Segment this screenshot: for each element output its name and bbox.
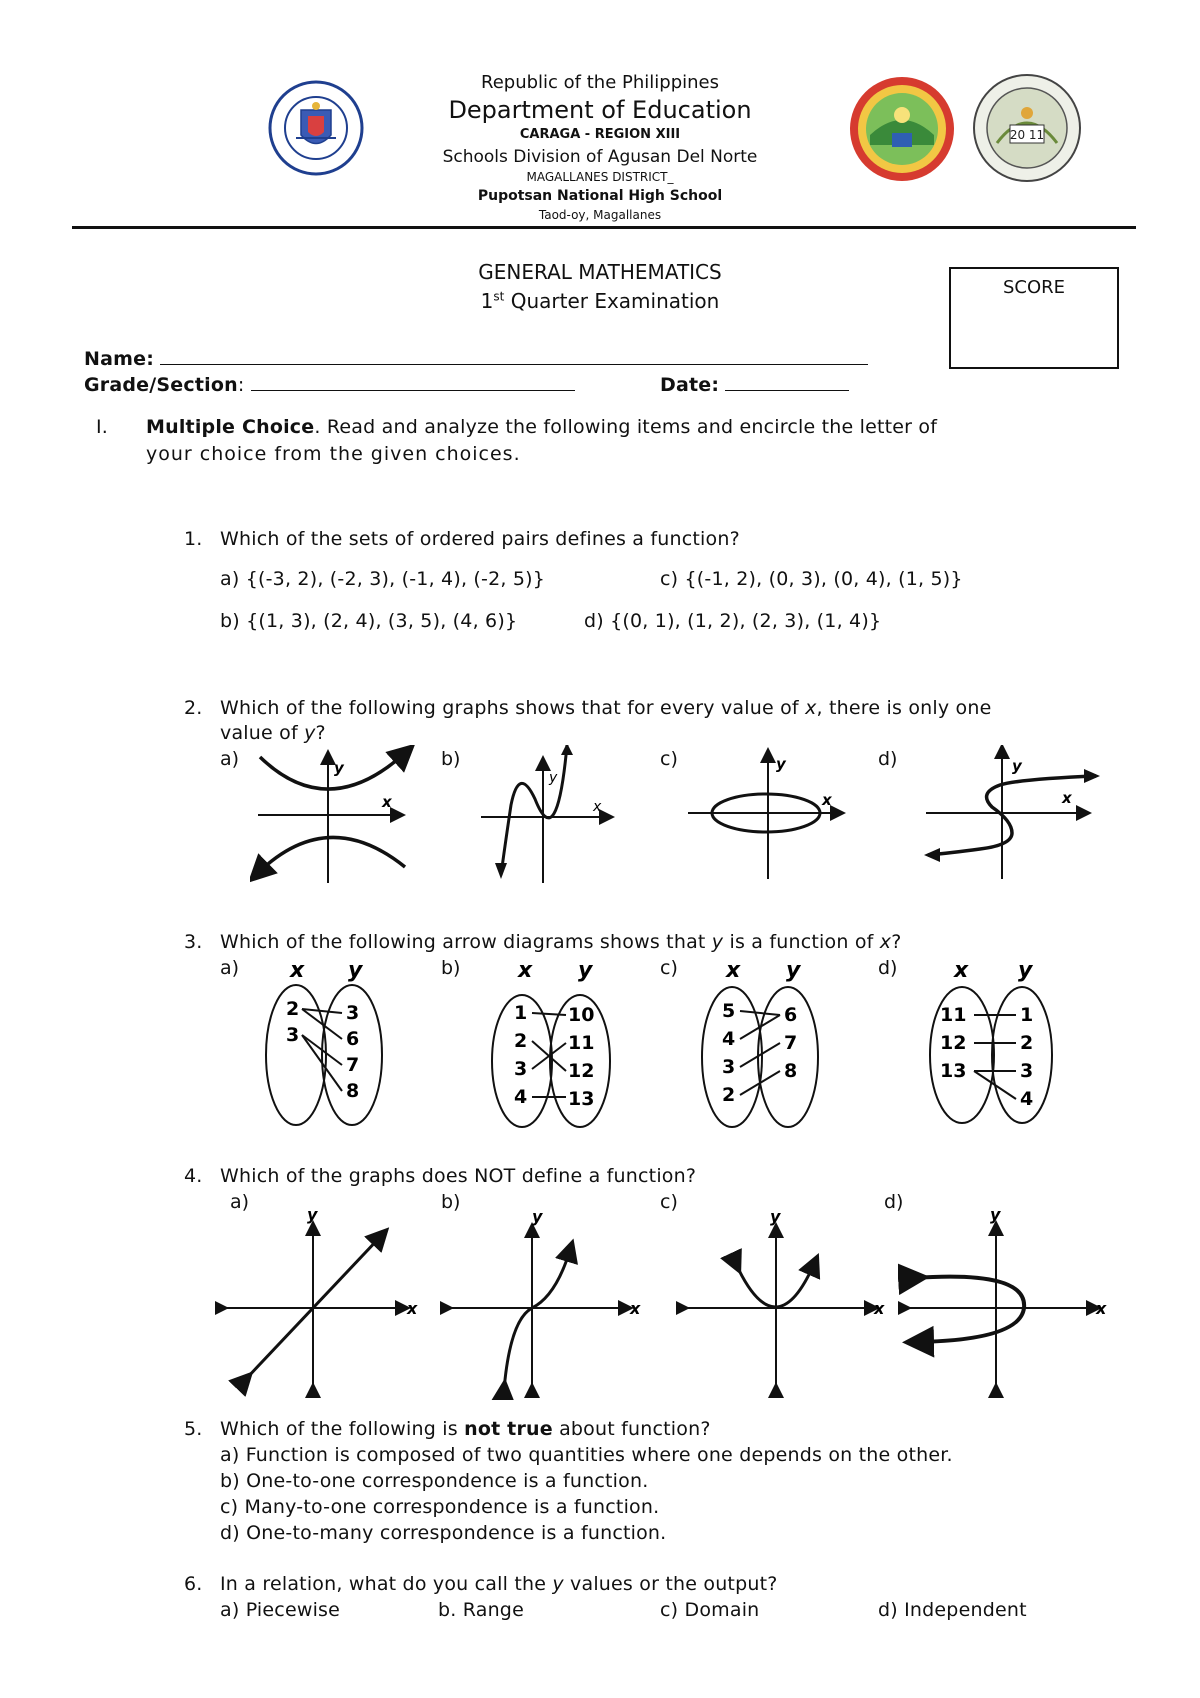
q4d-curve bbox=[914, 1277, 1024, 1342]
q6-number: 6. bbox=[184, 1573, 203, 1595]
name-label: Name: bbox=[84, 348, 155, 370]
q3-text-c: ? bbox=[891, 931, 902, 953]
q3c-x-3: 2 bbox=[722, 1084, 736, 1106]
header-divider bbox=[72, 226, 1136, 229]
q3b-x-1: 2 bbox=[514, 1030, 528, 1052]
q3a-x-header: x bbox=[290, 958, 305, 983]
q5-choice-d[interactable]: d) One-to-many correspondence is a function. bbox=[220, 1522, 667, 1544]
q3c-x-header: x bbox=[726, 958, 741, 983]
score-label: SCORE bbox=[1002, 277, 1066, 298]
q3-option-b[interactable]: b) bbox=[441, 957, 461, 979]
q2d-arrowhead-left bbox=[924, 848, 940, 862]
q2-text-d: ? bbox=[315, 722, 326, 744]
q3b-x-header: x bbox=[518, 958, 533, 983]
q6-choice-b[interactable]: b. Range bbox=[438, 1599, 524, 1621]
q3d-y-0: 1 bbox=[1020, 1004, 1034, 1026]
region-text: CARAGA - REGION XIII bbox=[519, 127, 681, 142]
q3d-x-1: 12 bbox=[940, 1032, 967, 1054]
q3-diagram-a[interactable] bbox=[260, 955, 390, 1130]
q3b-y-3: 13 bbox=[568, 1088, 595, 1110]
q1-choice-a[interactable]: a) {(-3, 2), (-2, 3), (-1, 4), (-2, 5)} bbox=[220, 568, 546, 590]
q2a-lower-curve bbox=[258, 837, 405, 873]
q3c-y-header: y bbox=[786, 958, 801, 983]
q2-var-x: x bbox=[805, 697, 817, 719]
q3b-x-2: 3 bbox=[514, 1058, 528, 1080]
quarter-number: 1 bbox=[480, 289, 494, 313]
q2-graph-d[interactable] bbox=[920, 745, 1100, 885]
q4-number: 4. bbox=[184, 1165, 203, 1187]
q3c-y-1: 7 bbox=[784, 1032, 798, 1054]
instructions-title: Multiple Choice bbox=[146, 416, 315, 438]
q5-text bbox=[220, 1418, 711, 1440]
q2-text-a: Which of the following graphs shows that for every value of bbox=[220, 697, 806, 719]
q3c-x-1: 4 bbox=[722, 1028, 736, 1050]
q3c-x-0: 5 bbox=[722, 1000, 736, 1022]
q2-option-b[interactable]: b) bbox=[441, 748, 461, 770]
q2d-x-label: x bbox=[1062, 789, 1072, 807]
q4-graph-a[interactable] bbox=[215, 1200, 425, 1400]
q2a-upper-curve bbox=[260, 753, 405, 789]
q3-number: 3. bbox=[184, 931, 203, 953]
date-label: Date: bbox=[660, 374, 720, 396]
q2-text-line2 bbox=[220, 722, 326, 744]
q4d-y-label: y bbox=[990, 1205, 1001, 1224]
q3b-y-2: 12 bbox=[568, 1060, 595, 1082]
q4-option-c[interactable]: c) bbox=[660, 1191, 678, 1213]
q3b-arrows bbox=[532, 1013, 566, 1097]
q5-choice-c[interactable]: c) Many-to-one correspondence is a function. bbox=[220, 1496, 660, 1518]
instructions-line2: your choice from the given choices. bbox=[146, 443, 521, 465]
deped-seal-logo bbox=[268, 80, 364, 176]
q5-text-a: Which of the following is bbox=[220, 1418, 465, 1440]
q4d-x-label: x bbox=[1096, 1299, 1107, 1318]
q3d-y-1: 2 bbox=[1020, 1032, 1034, 1054]
grade-row bbox=[84, 372, 575, 396]
q2d-arrowhead-right bbox=[1084, 769, 1100, 783]
date-field[interactable] bbox=[725, 372, 849, 391]
q3c-y-2: 8 bbox=[784, 1060, 798, 1082]
q4c-x-label: x bbox=[874, 1299, 885, 1318]
q5-text-b: about function? bbox=[552, 1418, 711, 1440]
q3-var-x: x bbox=[879, 931, 892, 953]
q2-text-b: , there is only one bbox=[816, 697, 992, 719]
q1-choice-b[interactable]: b) {(1, 3), (2, 4), (3, 5), (4, 6)} bbox=[220, 610, 518, 632]
q2-option-c[interactable]: c) bbox=[660, 748, 678, 770]
quarter-suffix: st bbox=[493, 289, 505, 304]
q4-option-d[interactable]: d) bbox=[884, 1191, 904, 1213]
q2c-y-label: y bbox=[776, 755, 786, 773]
instructions-line1 bbox=[146, 416, 937, 438]
q6-choice-c[interactable]: c) Domain bbox=[660, 1599, 760, 1621]
q3c-x-2: 3 bbox=[722, 1056, 736, 1078]
q4b-x-label: x bbox=[630, 1299, 641, 1318]
q4b-y-label: y bbox=[532, 1207, 543, 1226]
q2b-arrowhead-up bbox=[561, 745, 573, 755]
q3a-x-1: 3 bbox=[286, 1024, 300, 1046]
q3-option-c[interactable]: c) bbox=[660, 957, 678, 979]
q4-option-b[interactable]: b) bbox=[441, 1191, 461, 1213]
section-numeral: I. bbox=[96, 416, 109, 438]
q3-option-d[interactable]: d) bbox=[878, 957, 898, 979]
q3-diagram-b[interactable] bbox=[488, 955, 618, 1130]
q5-text-bold: not true bbox=[464, 1418, 553, 1440]
q4-text: Which of the graphs does NOT define a function? bbox=[220, 1165, 697, 1187]
q4a-y-label: y bbox=[307, 1205, 318, 1224]
q4c-y-label: y bbox=[770, 1207, 781, 1226]
q1-number: 1. bbox=[184, 528, 203, 550]
q4b-curve bbox=[504, 1250, 570, 1390]
division-text: Schools Division of Agusan Del Norte bbox=[442, 147, 758, 167]
grade-label: Grade/Section bbox=[84, 374, 238, 396]
q5-number: 5. bbox=[184, 1418, 203, 1440]
date-row bbox=[660, 372, 849, 396]
q3a-y-0: 3 bbox=[346, 1002, 360, 1024]
q3d-x-0: 11 bbox=[940, 1004, 967, 1026]
q2-graph-b[interactable] bbox=[475, 745, 615, 885]
q4a-x-label: x bbox=[407, 1299, 418, 1318]
school-name: Pupotsan National High School bbox=[477, 188, 723, 204]
q2c-x-label: x bbox=[822, 791, 832, 809]
instructions-text1: . Read and analyze the following items and encircle the letter of bbox=[314, 416, 938, 438]
q5-choice-b[interactable]: b) One-to-one correspondence is a function. bbox=[220, 1470, 649, 1492]
score-box[interactable] bbox=[949, 267, 1119, 369]
grade-colon: : bbox=[237, 374, 245, 396]
school-seal-year: 20 11 bbox=[1009, 128, 1045, 142]
q3-text-b: is a function of bbox=[723, 931, 880, 953]
q2-graph-c[interactable] bbox=[686, 745, 846, 885]
q3d-x-header: x bbox=[954, 958, 969, 983]
q6-text bbox=[220, 1573, 778, 1595]
republic-text: Republic of the Philippines bbox=[481, 72, 719, 93]
district-text: MAGALLANES DISTRICT_ bbox=[526, 170, 674, 184]
q2b-curve bbox=[501, 745, 567, 875]
division-seal-logo bbox=[848, 75, 956, 183]
q6-choice-a[interactable]: a) Piecewise bbox=[220, 1599, 341, 1621]
q3c-arrows bbox=[740, 1011, 780, 1095]
q3b-x-0: 1 bbox=[514, 1002, 528, 1024]
q2-number: 2. bbox=[184, 697, 203, 719]
q4-graph-d[interactable] bbox=[898, 1200, 1118, 1400]
q6-text-a: In a relation, what do you call the bbox=[220, 1573, 553, 1595]
name-field[interactable] bbox=[160, 346, 868, 365]
q3b-x-3: 4 bbox=[514, 1086, 528, 1108]
q3-option-a[interactable]: a) bbox=[220, 957, 240, 979]
q2d-curve bbox=[928, 776, 1096, 855]
q2d-y-label: y bbox=[1012, 757, 1022, 775]
q2-graph-a[interactable] bbox=[250, 745, 420, 885]
q2-text-c: value of bbox=[220, 722, 305, 744]
q3b-y-0: 10 bbox=[568, 1004, 595, 1026]
school-seal-logo bbox=[972, 73, 1082, 183]
q3a-y-header: y bbox=[348, 958, 363, 983]
q4-graph-b[interactable] bbox=[440, 1200, 650, 1400]
q3b-y-1: 11 bbox=[568, 1032, 595, 1054]
q3d-x-2: 13 bbox=[940, 1060, 967, 1082]
q6-var-y: y bbox=[552, 1573, 564, 1595]
q3d-y-3: 4 bbox=[1020, 1088, 1034, 1110]
q2b-y-label: y bbox=[549, 770, 558, 786]
q2a-x-label: x bbox=[382, 793, 392, 811]
q2a-y-label: y bbox=[334, 759, 344, 777]
q3a-x-0: 2 bbox=[286, 998, 300, 1020]
name-row bbox=[84, 346, 868, 370]
exam-subject: GENERAL MATHEMATICS bbox=[478, 260, 722, 284]
q3-var-y: y bbox=[711, 931, 724, 953]
q6-choice-d[interactable]: d) Independent bbox=[878, 1599, 1027, 1621]
q4-graph-c[interactable] bbox=[676, 1200, 896, 1400]
department-title: Department of Education bbox=[448, 96, 752, 124]
q6-text-b: values or the output? bbox=[563, 1573, 778, 1595]
q1-text: Which of the sets of ordered pairs defines a function? bbox=[220, 528, 740, 550]
q1-choice-c[interactable]: c) {(-1, 2), (0, 3), (0, 4), (1, 5)} bbox=[660, 568, 963, 590]
q2-option-d[interactable]: d) bbox=[878, 748, 898, 770]
q5-choice-a[interactable]: a) Function is composed of two quantities where one depends on the other. bbox=[220, 1444, 953, 1466]
q2-var-y: y bbox=[304, 722, 316, 744]
q1-choice-d[interactable]: d) {(0, 1), (1, 2), (2, 3), (1, 4)} bbox=[584, 610, 882, 632]
school-address: Taod-oy, Magallanes bbox=[538, 208, 662, 222]
q3-text bbox=[220, 931, 902, 953]
q4-option-a[interactable]: a) bbox=[230, 1191, 250, 1213]
q2b-x-label: x bbox=[593, 799, 602, 815]
q3d-y-header: y bbox=[1018, 958, 1033, 983]
q3-diagram-c[interactable] bbox=[700, 955, 830, 1130]
q2-text-line1 bbox=[220, 697, 992, 719]
quarter-text: Quarter Examination bbox=[504, 289, 720, 313]
q3a-y-1: 6 bbox=[346, 1028, 360, 1050]
q3b-y-header: y bbox=[578, 958, 593, 983]
q3-text-a: Which of the following arrow diagrams shows that bbox=[220, 931, 712, 953]
q2b-arrowhead-down bbox=[495, 863, 507, 879]
exam-quarter bbox=[360, 289, 840, 313]
q3a-y-2: 7 bbox=[346, 1054, 360, 1076]
q2-option-a[interactable]: a) bbox=[220, 748, 240, 770]
grade-section-field[interactable] bbox=[251, 372, 575, 391]
q3-diagram-d[interactable] bbox=[928, 955, 1068, 1130]
q3c-y-0: 6 bbox=[784, 1004, 798, 1026]
q3a-y-3: 8 bbox=[346, 1080, 360, 1102]
q3d-y-2: 3 bbox=[1020, 1060, 1034, 1082]
